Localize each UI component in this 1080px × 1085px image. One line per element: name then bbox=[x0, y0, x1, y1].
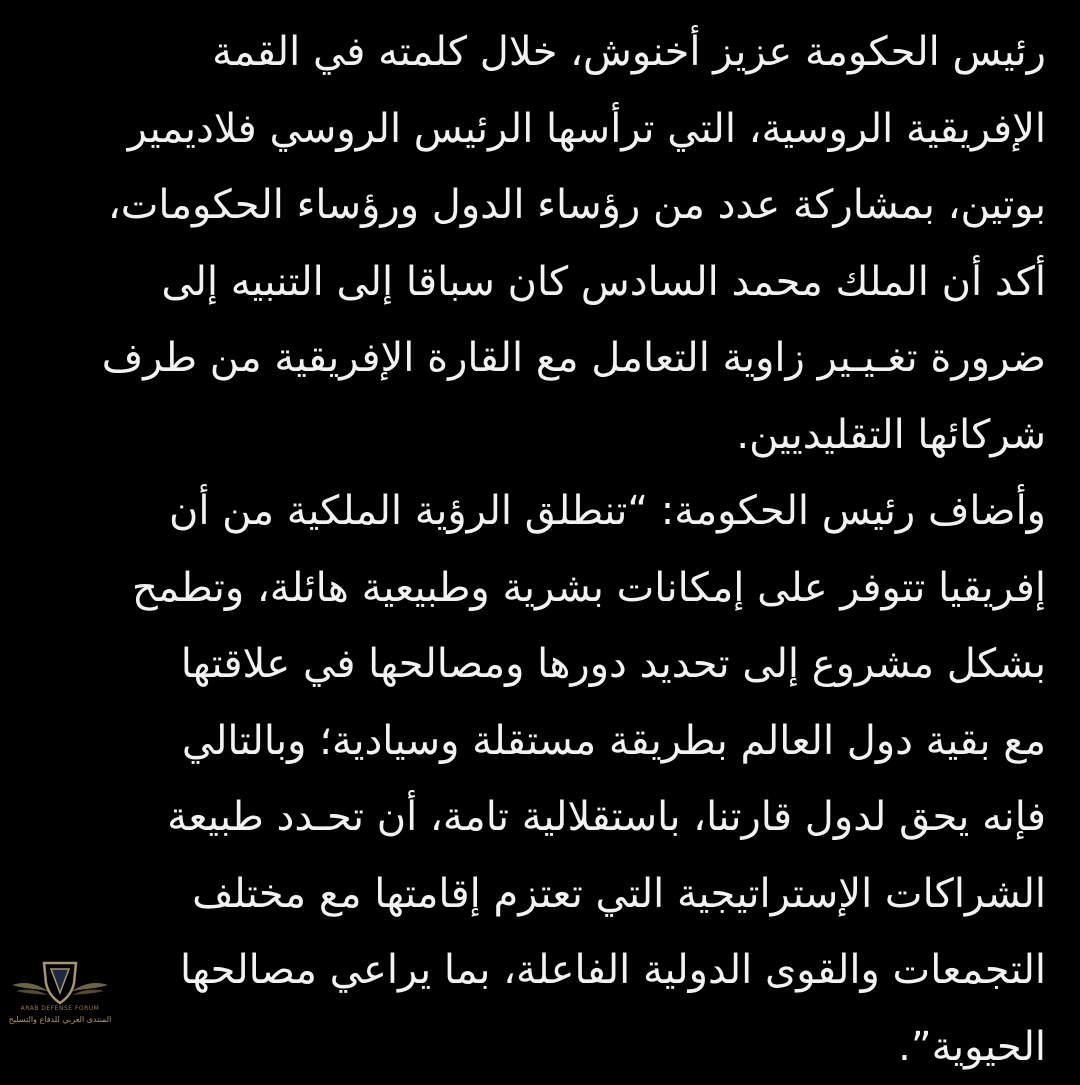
article-line: مع بقية دول العالم بطريقة مستقلة وسيادية؛ وبالتالي bbox=[56, 703, 1046, 780]
article-line: إفريقيا تتوفر على إمكانات بشرية وطبيعية هائلة، وتطمح bbox=[56, 550, 1046, 627]
article-line: بشكل مشروع إلى تحديد دورها ومصالحها في علاقتها bbox=[56, 626, 1046, 703]
article-line: الحيوية”. bbox=[56, 1009, 1046, 1085]
article-line: فإنه يحق لدول قارتنا، باستقلالية تامة، أن تحـدد طبيعة bbox=[56, 779, 1046, 856]
article-line: أكد أن الملك محمد السادس كان سباقا إلى التنبيه إلى bbox=[56, 244, 1046, 321]
shield-wings-icon bbox=[4, 955, 116, 1007]
article-line: بوتين، بمشاركة عدد من رؤساء الدول ورؤساء الحكومات، bbox=[56, 167, 1046, 244]
article-line: الإفريقية الروسية، التي ترأسها الرئيس الروسي فلاديمير bbox=[56, 91, 1046, 168]
article-line: ضرورة تغـيـير زاوية التعامل مع القارة الإفريقية من طرف bbox=[56, 320, 1046, 397]
article-line: وأضاف رئيس الحكومة: “تنطلق الرؤية الملكية من أن bbox=[56, 473, 1046, 550]
article-line: رئيس الحكومة عزيز أخنوش، خلال كلمته في القمة bbox=[56, 14, 1046, 91]
watermark-caption: المنتدى العربي للدفاع والتسليح bbox=[4, 1015, 116, 1024]
article-text bbox=[56, 14, 1046, 1085]
watermark-brand: ARAB DEFENSE FORUM bbox=[4, 1005, 116, 1012]
article-line: التجمعات والقوى الدولية الفاعلة، بما يراعي مصالحها bbox=[56, 932, 1046, 1009]
watermark-logo bbox=[4, 955, 116, 1035]
article-line: شركائها التقليديين. bbox=[56, 397, 1046, 474]
article-line: الشراكات الإستراتيجية التي تعتزم إقامتها مع مختلف bbox=[56, 856, 1046, 933]
